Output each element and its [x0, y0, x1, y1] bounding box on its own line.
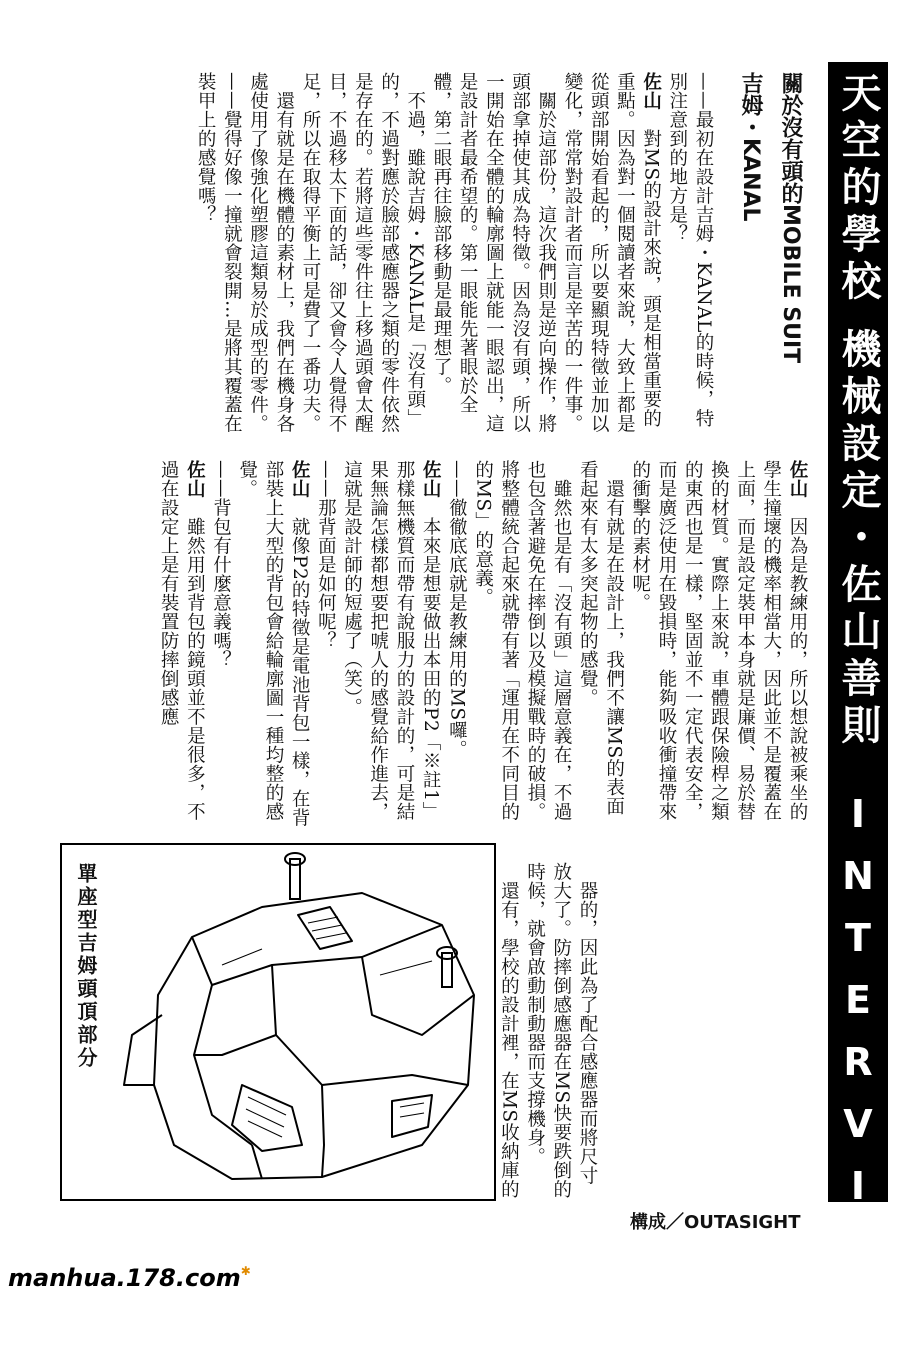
answer-paragraph [155, 460, 207, 832]
body-text: 關於這部份，這次我們則是逆向操作，將頭部拿掉使其成為特徵。因為沒有頭，所以一開始在全體的輪廓圖上就能一眼認出，這是設計者最希望的。第一眼能先著眼於全體，第二眼再往臉部移動是最理想了。 [430, 72, 557, 433]
interview-letter: N [842, 853, 874, 898]
interview-letter: I [850, 791, 866, 836]
figure-caption: 單座型吉姆頭頂部分 [74, 863, 98, 1070]
question-text: ——那背面是如何呢？ [315, 460, 337, 650]
question-text: ——徹徹底底就是教練用的MS囉。 [446, 460, 468, 759]
body-text: 還有就是在設計上，我們不讓MS的表面看起來有太多突起物的感覺。 [577, 460, 625, 816]
interview-letter: W [837, 1287, 879, 1332]
banner-title: 天空的學校 機械設定・佐山善則 [835, 72, 881, 751]
question-text: ——背包有什麼意義嗎？ [210, 460, 232, 669]
interview-letter: T [845, 915, 871, 960]
banner-interview-label [837, 791, 879, 1353]
answer-paragraph [559, 72, 664, 436]
answer-text: 本來是想要做出本田的P2「※註1」那樣無機質而帶有說服力的設計的，可是結果無論怎樣都想要把唬人的感覺給作進去，這就是設計師的短處了（笑）。 [341, 460, 442, 821]
watermark-text: manhua.178.com [8, 1264, 241, 1292]
question-paragraph [443, 460, 469, 832]
section-heading-line1: 關於沒有頭的MOBILE SUIT [778, 72, 803, 364]
article-column-top [192, 72, 716, 436]
body-paragraph [521, 862, 600, 1202]
body-text: 器的，因此為了配合感應器而將尺寸放大了。防摔倒感應器在MS快要跌倒的時候，就會啟動制動器而支撐機身。 [524, 862, 598, 1199]
speaker-label: 佐山 [787, 460, 808, 498]
interview-letter: I [850, 1163, 866, 1208]
answer-text: 因為是教練用的，所以想說被乘坐的學生撞壞的機率相當大，因此並不是覆蓋在上面，而是設定裝甲本身就是廉價、易於替換的材質。實際上來說，車體跟保險桿之類的東西也是一樣，堅固並不一定代表安全，而是廣泛使用在毀損時，能夠吸收衝撞帶來的衝擊的素材呢。 [629, 460, 808, 821]
credit-line: 構成／OUTASIGHT [630, 1212, 801, 1233]
body-paragraph [244, 72, 296, 436]
star-icon: ✱ [240, 1264, 251, 1278]
body-text: 不過，雖說吉姆・KANAL是「沒有頭」的，不過對應於臉部感應器之類的零件依然是存在的。若將這些零件往上移過頭會太醒目，不過移太下面的話，卻又會令人覺得不足，所以在取得平衡上可是費了一番功夫。 [299, 72, 426, 433]
question-paragraph [312, 460, 338, 832]
mobile-suit-head-figure [60, 843, 496, 1201]
head-line-drawing [62, 845, 494, 1199]
interview-letter: E [845, 977, 871, 1022]
body-paragraph [469, 460, 574, 832]
answer-text: 對MS的設計來說，頭是相當重要的重點。因為對一個閱讀者來說，大致上都是從頭部開始看起的，所以要顯現特徵並加以變化，常常對設計者而言是辛苦的一件事。 [561, 72, 662, 433]
speaker-label: 佐山 [420, 460, 442, 498]
interview-letter: R [843, 1039, 873, 1084]
body-paragraph [297, 72, 428, 436]
speaker-label: 佐山 [640, 72, 662, 110]
article-column-middle [155, 460, 810, 832]
interview-letter: V [843, 1101, 873, 1146]
speaker-label: 佐山 [184, 460, 206, 498]
answer-paragraph [234, 460, 313, 832]
interview-letter: E [845, 1225, 871, 1270]
body-text: 還有就是在機體的素材上，我們在機身各處使用了像強化塑膠這類易於成型的零件。 [247, 72, 295, 433]
side-banner [828, 62, 888, 1332]
site-watermark [8, 1264, 251, 1292]
answer-paragraph [627, 460, 810, 832]
body-paragraph [428, 72, 559, 436]
answer-text: 就像P2的特徵是電池背包一樣，在背部裝上大型的背包會給輪廓圖一種均整的感覺。 [236, 460, 311, 828]
section-heading [730, 72, 810, 363]
question-text: ——最初在設計吉姆・KANAL的時候，特別注意到的地方是？ [666, 72, 714, 428]
speaker-label: 佐山 [289, 460, 311, 498]
question-paragraph [207, 460, 233, 832]
answer-paragraph [338, 460, 443, 832]
body-paragraph [574, 460, 626, 832]
question-paragraph [192, 72, 244, 436]
question-text: ——覺得好像一撞就會裂開…是將其覆蓋在裝甲上的感覺嗎？ [195, 72, 243, 433]
body-text: 雖然也是有「沒有頭」這層意義在，不過也包含著避免在摔倒以及模擬戰時的破損。將整體統合起來就帶有著「運用在不同目的的MS」的意義。 [472, 460, 573, 821]
body-text: 還有，學校的設計裡，在MS收納庫的 [498, 881, 520, 1199]
answer-text: 雖然用到背包的鏡頭並不是很多，不過在設定上是有裝置防摔倒感應 [158, 460, 206, 821]
question-paragraph [664, 72, 716, 436]
section-heading-line2: 吉姆・KANAL [738, 72, 763, 222]
